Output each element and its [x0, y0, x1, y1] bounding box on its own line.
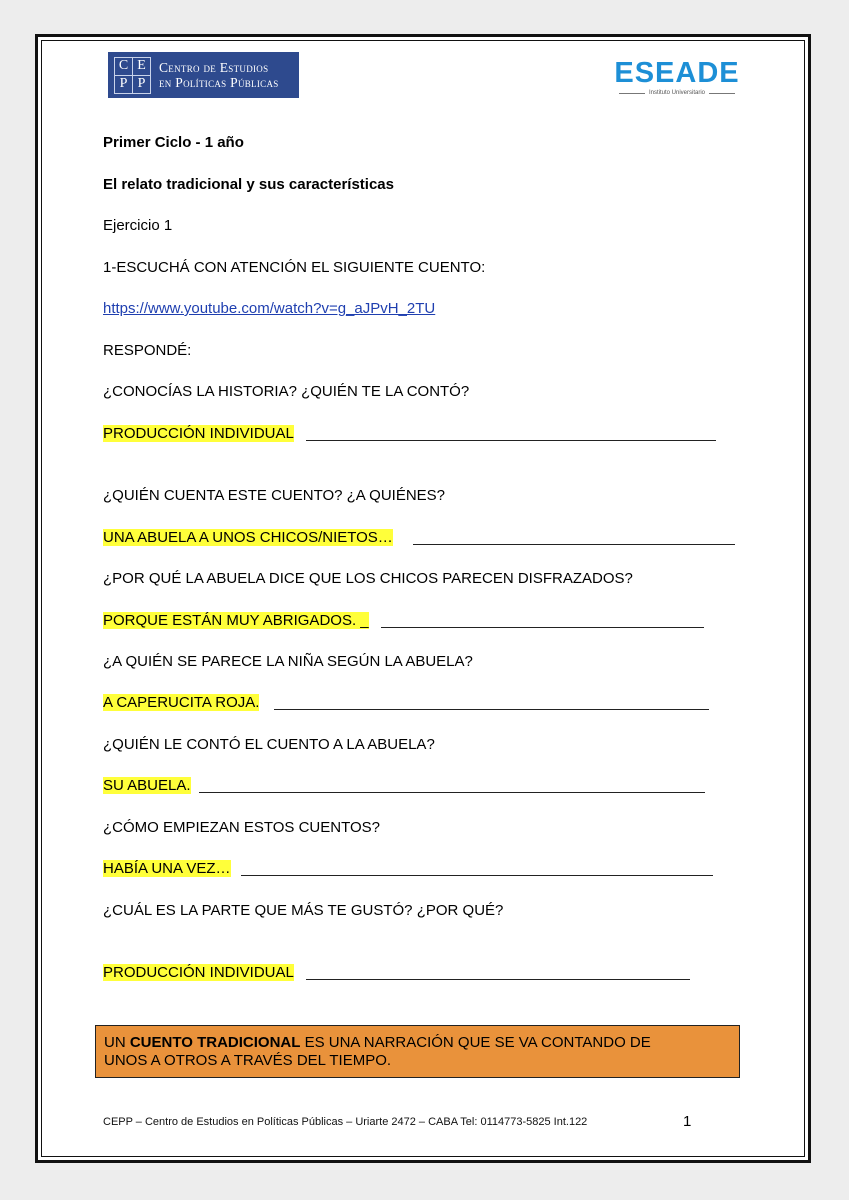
- eseade-subtitle-row: [612, 90, 742, 96]
- question-2: ¿QUIÉN CUENTA ESTE CUENTO? ¿A QUIÉNES?: [103, 487, 446, 504]
- eseade-wordmark: ESEADE: [614, 57, 740, 89]
- definition-line-1: [104, 1034, 739, 1052]
- video-link[interactable]: https://www.youtube.com/watch?v=g_aJPvH_2TU: [103, 300, 436, 317]
- cepp-name-line1: Centro de Estudios: [159, 60, 269, 75]
- cepp-logo-name: [159, 60, 279, 90]
- page-frame: [35, 34, 811, 1163]
- answer-4: A CAPERUCITA ROJA.: [103, 694, 260, 711]
- definition-rest: ES UNA NARRACIÓN QUE SE VA CONTANDO DE: [300, 1034, 651, 1051]
- document-title: El relato tradicional y sus características: [103, 176, 394, 193]
- answer-3: PORQUE ESTÁN MUY ABRIGADOS. _: [103, 612, 369, 629]
- cepp-name-line2: en Políticas Públicas: [159, 75, 279, 90]
- eseade-logo: [612, 58, 742, 96]
- answer-line: [199, 792, 705, 793]
- answer-2: UNA ABUELA A UNOS CHICOS/NIETOS…: [103, 529, 393, 546]
- divider: [709, 93, 735, 94]
- answer-5: SU ABUELA.: [103, 777, 191, 794]
- definition-box: [95, 1025, 740, 1078]
- question-3: ¿POR QUÉ LA ABUELA DICE QUE LOS CHICOS PARECEN DISFRAZADOS?: [103, 570, 633, 587]
- cepp-logo-letters: [114, 57, 151, 94]
- cepp-letter: P: [133, 76, 150, 93]
- answer-7: PRODUCCIÓN INDIVIDUAL: [103, 964, 294, 981]
- answer-line: [274, 709, 709, 710]
- cycle-heading: Primer Ciclo - 1 año: [103, 134, 244, 151]
- answer-line: [306, 979, 690, 980]
- cepp-letter: P: [115, 76, 132, 93]
- question-7: ¿CUÁL ES LA PARTE QUE MÁS TE GUSTÓ? ¿POR QUÉ?: [103, 902, 504, 919]
- page-frame-inner: [41, 40, 805, 1157]
- definition-prefix: UN: [104, 1034, 130, 1051]
- cepp-letter: C: [115, 58, 132, 75]
- answer-1: PRODUCCIÓN INDIVIDUAL: [103, 425, 294, 442]
- eseade-subtitle: Instituto Universitario: [648, 90, 706, 96]
- cepp-logo: [108, 52, 299, 98]
- answer-line: [381, 627, 704, 628]
- instruction-text: 1-ESCUCHÁ CON ATENCIÓN EL SIGUIENTE CUENTO:: [103, 259, 486, 276]
- answer-line: [241, 875, 713, 876]
- cepp-letter: E: [133, 58, 150, 75]
- definition-line-2: UNOS A OTROS A TRAVÉS DEL TIEMPO.: [104, 1052, 392, 1069]
- answer-line: [413, 544, 735, 545]
- question-4: ¿A QUIÉN SE PARECE LA NIÑA SEGÚN LA ABUELA?: [103, 653, 473, 670]
- question-5: ¿QUIÉN LE CONTÓ EL CUENTO A LA ABUELA?: [103, 736, 435, 753]
- respond-label: RESPONDÉ:: [103, 342, 192, 359]
- question-6: ¿CÓMO EMPIEZAN ESTOS CUENTOS?: [103, 819, 380, 836]
- divider: [619, 93, 645, 94]
- question-1: ¿CONOCÍAS LA HISTORIA? ¿QUIÉN TE LA CONTÓ?: [103, 383, 470, 400]
- exercise-label: Ejercicio 1: [103, 217, 173, 234]
- page-number: 1: [683, 1113, 692, 1130]
- footer-text: CEPP – Centro de Estudios en Políticas Públicas – Uriarte 2472 – CABA Tel: 0114773-5825 Int.122: [103, 1116, 588, 1128]
- answer-line: [306, 440, 716, 441]
- answer-6: HABÍA UNA VEZ…: [103, 860, 231, 877]
- definition-term: CUENTO TRADICIONAL: [129, 1034, 301, 1051]
